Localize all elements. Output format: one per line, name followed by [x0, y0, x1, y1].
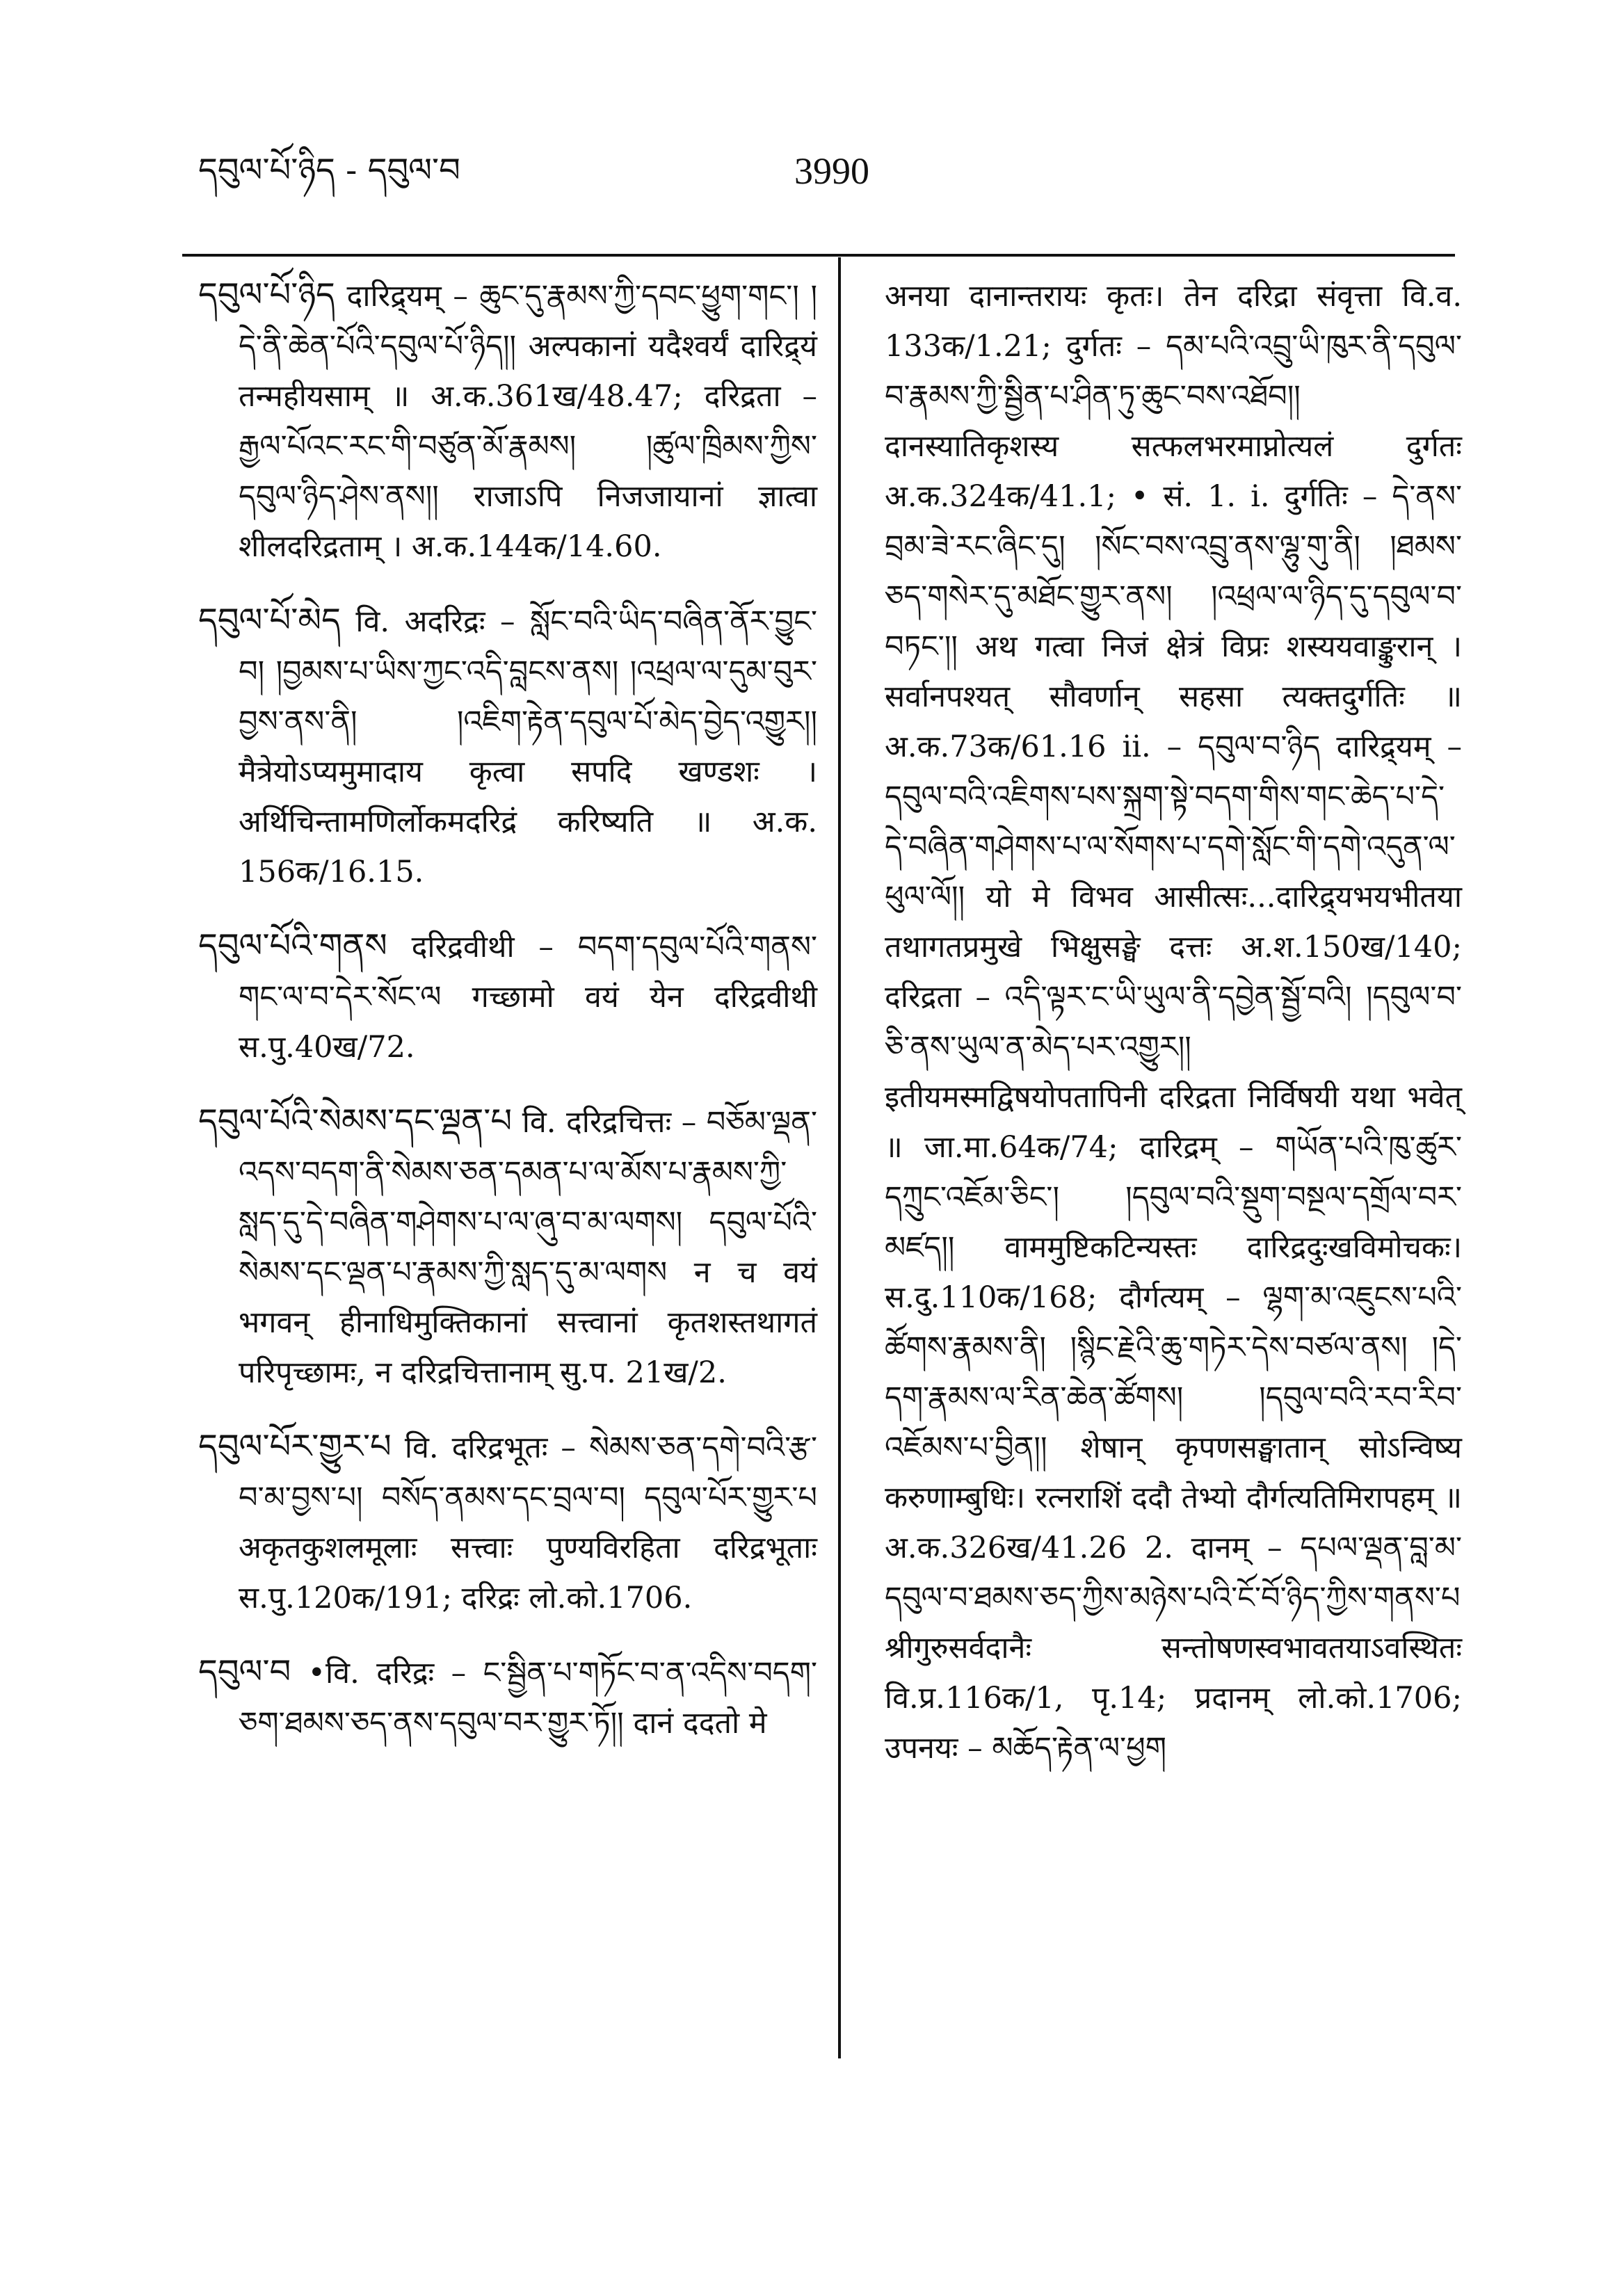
- entry-headword: དབུལ་པོ་མེད: [198, 601, 341, 640]
- left-column: [198, 270, 817, 1772]
- entry-definition: वि. दरिद्रभूतः – སེམས་ཅན་དགེ་བའི་རྩ་བ་མ་བྱས་པ། བསོད་ནམས་དང་བྲལ་བ། དབུལ་པོར་གྱུར་པ अकृतकुशलमूलाः सत्त्वाः पुण्यविरहिता दरिद्रभूताः स.पु.120क/191; दरिद्रः लो.को.1706.: [239, 1430, 817, 1615]
- running-head: དབུལ་པོ་ཉིད - དབུལ་བ: [198, 151, 460, 190]
- entry-headword: དབུལ་པོའི་སེམས་དང་ལྡན་པ: [198, 1102, 513, 1140]
- entry-headword: དབུལ་བ: [198, 1652, 291, 1691]
- column-divider: [838, 257, 841, 2058]
- dictionary-entry-continued: [885, 270, 1462, 1773]
- entry-definition: वि. अदरिद्रः – སློང་བའི་ཡིད་བཞིན་ནོར་བྱུང་བ། །བྱམས་པ་ཡིས་ཀྱང་འདི་བླངས་ནས། །འཕྲལ་ལ་དུམ་བུར་བྱས་ནས་ནི། །འཇིག་རྟེན་དབུལ་པོ་མེད་བྱེད་འགྱུར།། मैत्रेयोऽप्यमुमादाय कृत्वा सपदि खण्डशः । अर्थिचिन्तामणिर्लोकमदरिद्रं करिष्यति ॥ अ.क. 156क/16.15.: [239, 604, 817, 889]
- entry-definition: वि. दरिद्रचित्तः – བཅོམ་ལྡན་འདས་བདག་ནི་སེམས་ཅན་དམན་པ་ལ་མོས་པ་རྣམས་ཀྱི་སླད་དུ་དེ་བཞིན་གཤེགས་པ་ལ་ཞུ་བ་མ་ལགས། དབུལ་པོའི་སེམས་དང་ལྡན་པ་རྣམས་ཀྱི་སླད་དུ་མ་ལགས न च वयं भगवन् हीनाधिमुक्तिकानां सत्त्वानां कृतशस्तथागतं परिपृच्छामः, न दरिद्रचित्तानाम् सु.प. 21ख/2.: [239, 1105, 817, 1390]
- header-rule: [182, 254, 1455, 257]
- entry-headword: དབུལ་པོའི་གནས: [198, 926, 387, 965]
- dictionary-entry: [198, 595, 817, 897]
- entry-definition: दरिद्रवीथी – བདག་དབུལ་པོའི་གནས་གང་ལ་བ་དེར་སོང་ལ गच्छामो वयं येन दरिद्रवीथी स.पु.40ख/72.: [239, 930, 817, 1065]
- dictionary-entry: [198, 1647, 817, 1748]
- page-number: 3990: [794, 150, 869, 192]
- entry-headword: དབུལ་པོར་གྱུར་པ: [198, 1427, 392, 1466]
- entry-headword: དབུལ་པོ་ཉིད: [198, 275, 335, 314]
- dictionary-entry: [198, 1421, 817, 1623]
- right-column: [885, 270, 1462, 1797]
- entry-definition: अनया दानान्तरायः कृतः। तेन दरिद्रा संवृत्ता वि.व. 133क/1.21; दुर्गतः – དམ་པའི་འབྲུ་ཡི་ཁུར་ནི་དབུལ་བ་རྣམས་ཀྱི་སྦྱིན་པ་ཤིན་ཏུ་ཆུང་བས་འཐོབ།། दानस्यातिकृशस्य सत्फलभरमाप्नोत्यलं दुर्गतः अ.क.324क/41.1; • सं. 1. i. दुर्गतिः – དེ་ནས་བྲམ་ཟེ་རང་ཞིང་དུ། །སོང་བས་འབྲུ་ནས་ལྷུ་གུ་ནི། །ཐམས་ཅད་གསེར་དུ་མཐོང་གྱུར་ནས། །འཕྲལ་ལ་ཉིད་དུ་དབུལ་བ་བཏང་།། अथ गत्वा निजं क्षेत्रं विप्रः शस्ययवाङ्कुरान् । सर्वानपश्यत् सौवर्णान् सहसा त्यक्तदुर्गतिः ॥ अ.क.73क/61.16 ii. – དབུལ་བ་ཉིད दारिद्र्यम् – དབུལ་བའི་འཇིགས་པས་སྐྲག་སྟེ་བདག་གིས་གང་ཆེད་པ་དེ་དེ་བཞིན་གཤེགས་པ་ལ་སོགས་པ་དགེ་སློང་གི་དགེ་འདུན་ལ་ཕུལ་ལོ།། यो मे विभव आसीत्सः...दारिद्र्यभयभीतया तथागतप्रमुखे भिक्षुसङ्घे दत्तः अ.श.150ख/140; दरिद्रता – འདི་ལྟར་ང་ཡི་ཡུལ་ནི་དབྱེན་སྦྱོ་བའི། །དབུལ་བ་ཅི་ནས་ཡུལ་ན་མེད་པར་འགྱུར།། इतीयमस्मद्विषयोपतापिनी दरिद्रता निर्विषयी यथा भवेत् ॥ जा.मा.64क/74; दारिद्रम् – གཡོན་པའི་ཁུ་ཚུར་དཀྲུང་འཇོམ་ཅིང་། །དབུལ་བའི་སྡུག་བསྔལ་དགྲོལ་བར་མཛད།། वाममुष्टिकटिन्यस्तः दारिद्रदुःखविमोचकः। स.दु.110क/168; दौर्गत्यम् – ལྷག་མ་འཇུངས་པའི་ཚོགས་རྣམས་ནི། །སྙིང་རྗེའི་ཆུ་གཏེར་དེས་བཙལ་ནས། །དེ་དག་རྣམས་ལ་རིན་ཆེན་ཚོགས། །དབུལ་བའི་རབ་རིབ་འཇོམས་པ་བྱིན།། शेषान् कृपणसङ्घातान् सोऽन्विष्य करुणाम्बुधिः। रत्नराशिं ददौ तेभ्यो दौर्गत्यतिमिरापहम् ॥ अ.क.326ख/41.26 2. दानम् – དཔལ་ལྡན་བླ་མ་དབུལ་བ་ཐམས་ཅད་ཀྱིས་མཉེས་པའི་ངོ་བོ་ཉིད་ཀྱིས་གནས་པ श्रीगुरुसर्वदानैः सन्तोषणस्वभावतयाऽवस्थितः वि.प्र.116क/1, पृ.14; प्रदानम् लो.को.1706; उपनयः – མཆོད་རྟེན་ལ་ཕྱག: [885, 279, 1462, 1766]
- dictionary-entry: [198, 1096, 817, 1398]
- dictionary-entry: [198, 921, 817, 1072]
- entry-definition: दारिद्र्यम् – ཆུང་དུ་རྣམས་ཀྱི་དབང་ཕྱུག་གང་། །དེ་ནི་ཆེན་པོའི་དབུལ་པོ་ཉིད།། अल्पकानां यदैश्वर्यं दारिद्र्यं तन्महीयसाम् ॥ अ.क.361ख/48.47; दरिद्रता – རྒྱལ་པོའང་རང་གི་བཙུན་མོ་རྣམས། །ཚུལ་ཁྲིམས་ཀྱིས་དབུལ་ཉིད་ཤེས་ནས།། राजाऽपि निजजायानां ज्ञात्वा शीलदरिद्रताम् । अ.क.144क/14.60.: [239, 279, 817, 564]
- dictionary-entry: [198, 270, 817, 572]
- entry-definition: •वि. दरिद्रः – ང་སྦྱིན་པ་གཏོང་བ་ན་འདིས་བདག་ཅག་ཐམས་ཅད་ནས་དབུལ་བར་གྱུར་ཏོ།། दानं ददतो मे: [239, 1656, 817, 1741]
